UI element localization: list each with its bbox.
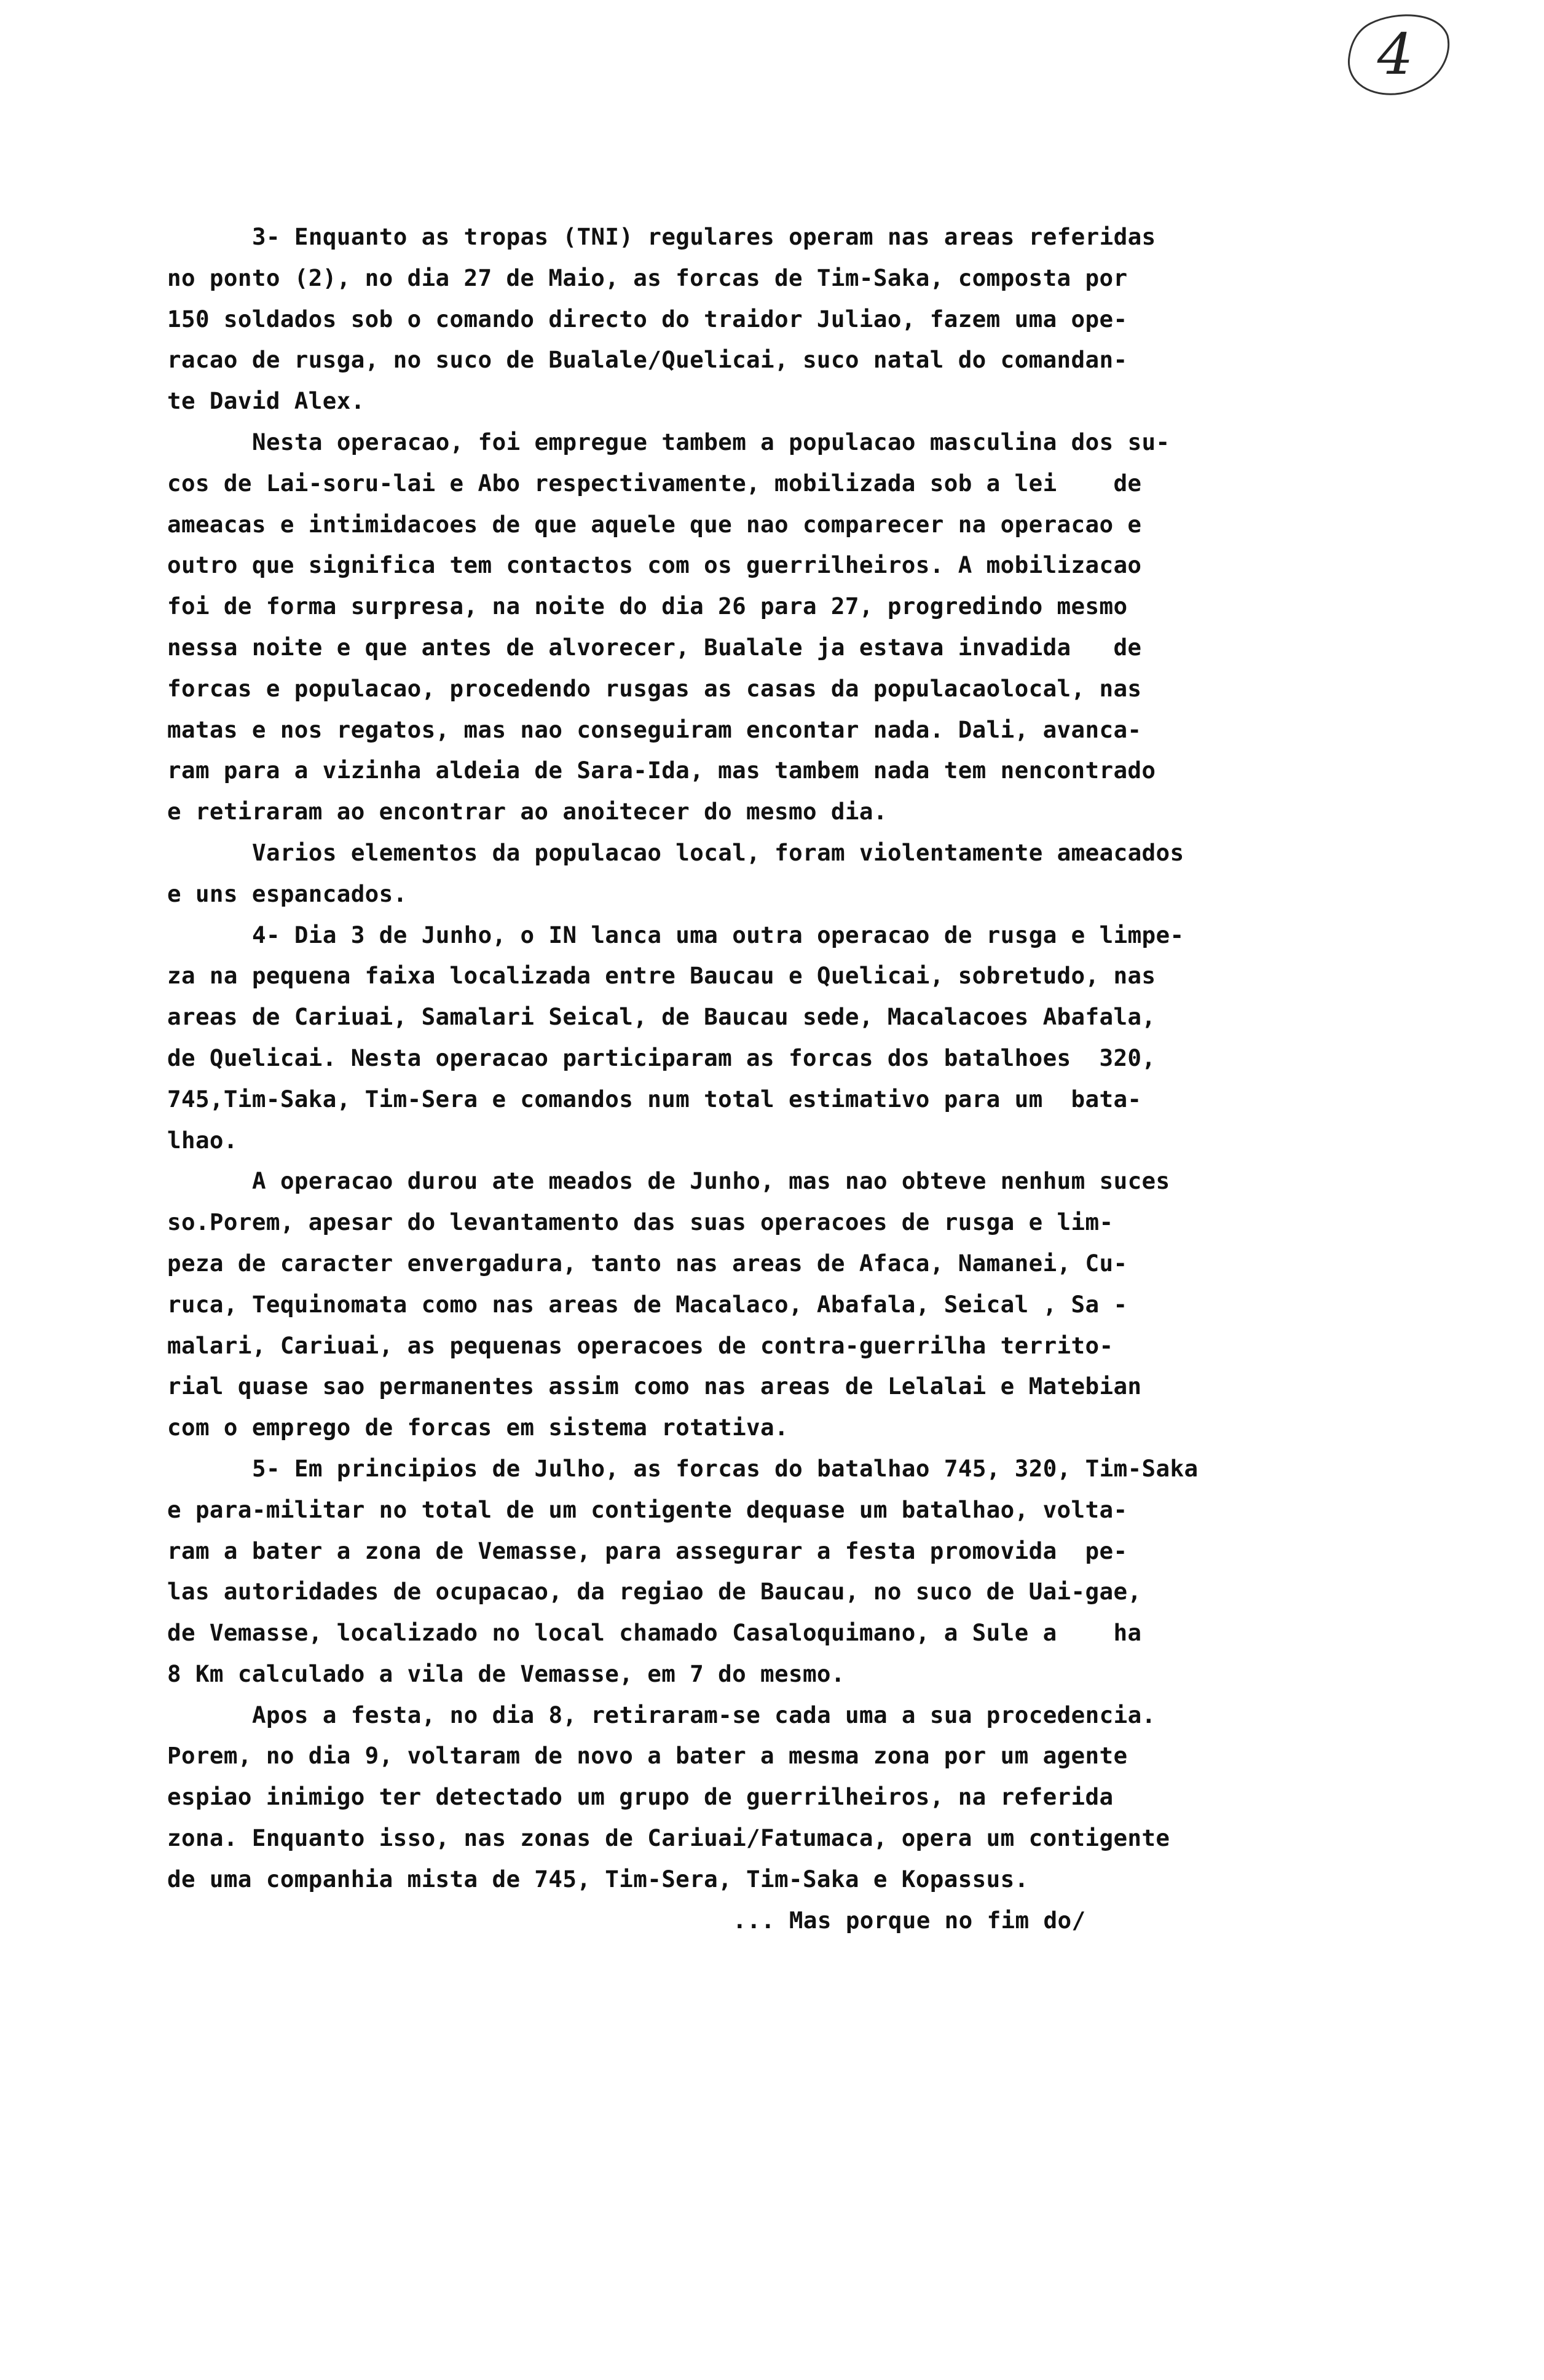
text-line: areas de Cariuai, Samalari Seical, de Baucau sede, Macalacoes Abafala, xyxy=(167,1003,1156,1031)
document-body xyxy=(167,216,1483,1941)
text-line: ameacas e intimidacoes de que aquele que nao comparecer na operacao e xyxy=(167,510,1142,538)
text-line: cos de Lai-soru-lai e Abo respectivamente, mobilizada sob a lei de xyxy=(167,469,1142,497)
text-line: espiao inimigo ter detectado um grupo de guerrilheiros, na referida xyxy=(167,1783,1114,1811)
continuation-line: ... Mas porque no fim do/ xyxy=(733,1906,1086,1934)
text-line: com o emprego de forcas em sistema rotativa. xyxy=(167,1414,789,1441)
text-line: foi de forma surpresa, na noite do dia 26 para 27, progredindo mesmo xyxy=(167,593,1128,620)
text-line: malari, Cariuai, as pequenas operacoes de contra-guerrilha territo- xyxy=(167,1331,1114,1359)
text-line: de Vemasse, localizado no local chamado Casaloquimano, a Sule a ha xyxy=(167,1619,1142,1647)
text-line: Apos a festa, no dia 8, retiraram-se cada uma a sua procedencia. xyxy=(252,1701,1156,1728)
text-line: de Quelicai. Nesta operacao participaram as forcas dos batalhoes 320, xyxy=(167,1044,1156,1071)
text-line: e retiraram ao encontrar ao anoitecer do mesmo dia. xyxy=(167,798,888,826)
text-line: 745,Tim-Saka, Tim-Sera e comandos num total estimativo para um bata- xyxy=(167,1085,1142,1113)
text-line: e para-militar no total de um contigente dequase um batalhao, volta- xyxy=(167,1495,1128,1523)
text-line: e uns espancados. xyxy=(167,880,408,907)
text-line: ram a bater a zona de Vemasse, para assegurar a festa promovida pe- xyxy=(167,1537,1128,1564)
page-number-stamp xyxy=(1334,5,1457,103)
text-line: matas e nos regatos, mas nao conseguiram encontar nada. Dali, avanca- xyxy=(167,715,1142,743)
text-line: te David Alex. xyxy=(167,387,365,415)
text-line: racao de rusga, no suco de Bualale/Quelicai, suco natal do comandan- xyxy=(167,346,1128,374)
text-line: 150 soldados sob o comando directo do traidor Juliao, fazem uma ope- xyxy=(167,305,1128,333)
text-line: forcas e populacao, procedendo rusgas as casas da populacaolocal, nas xyxy=(167,674,1142,702)
text-line: rial quase sao permanentes assim como nas areas de Lelalai e Matebian xyxy=(167,1373,1142,1400)
text-line: 5- Em principios de Julho, as forcas do batalhao 745, 320, Tim-Saka xyxy=(252,1454,1199,1482)
text-line: de uma companhia mista de 745, Tim-Sera, Tim-Saka e Kopassus. xyxy=(167,1865,1029,1893)
text-line: za na pequena faixa localizada entre Baucau e Quelicai, sobretudo, nas xyxy=(167,962,1156,990)
text-line: ram para a vizinha aldeia de Sara-Ida, mas tambem nada tem nencontrado xyxy=(167,757,1156,784)
text-line: 4- Dia 3 de Junho, o IN lanca uma outra operacao de rusga e limpe- xyxy=(252,921,1184,948)
text-line: nessa noite e que antes de alvorecer, Bualale ja estava invadida de xyxy=(167,633,1142,661)
text-line: outro que significa tem contactos com os guerrilheiros. A mobilizacao xyxy=(167,551,1142,579)
text-line: las autoridades de ocupacao, da regiao de Baucau, no suco de Uai-gae, xyxy=(167,1578,1142,1606)
text-line: lhao. xyxy=(167,1126,238,1154)
text-line: Varios elementos da populacao local, foram violentamente ameacados xyxy=(252,838,1184,866)
text-line: so.Porem, apesar do levantamento das suas operacoes de rusga e lim- xyxy=(167,1208,1114,1236)
text-line: Nesta operacao, foi empregue tambem a populacao masculina dos su- xyxy=(252,428,1170,455)
text-line: 8 Km calculado a vila de Vemasse, em 7 do mesmo. xyxy=(167,1660,845,1687)
page-number: 4 xyxy=(1377,21,1414,87)
text-line: no ponto (2), no dia 27 de Maio, as forcas de Tim-Saka, composta por xyxy=(167,264,1128,291)
text-line: 3- Enquanto as tropas (TNI) regulares operam nas areas referidas xyxy=(252,223,1156,250)
text-line: ruca, Tequinomata como nas areas de Macalaco, Abafala, Seical , Sa - xyxy=(167,1290,1128,1318)
text-line: A operacao durou ate meados de Junho, mas nao obteve nenhum suces xyxy=(252,1167,1170,1195)
text-line: Porem, no dia 9, voltaram de novo a bater a mesma zona por um agente xyxy=(167,1742,1128,1770)
text-line: zona. Enquanto isso, nas zonas de Cariuai/Fatumaca, opera um contigente xyxy=(167,1824,1170,1852)
text-line: peza de caracter envergadura, tanto nas areas de Afaca, Namanei, Cu- xyxy=(167,1249,1128,1277)
